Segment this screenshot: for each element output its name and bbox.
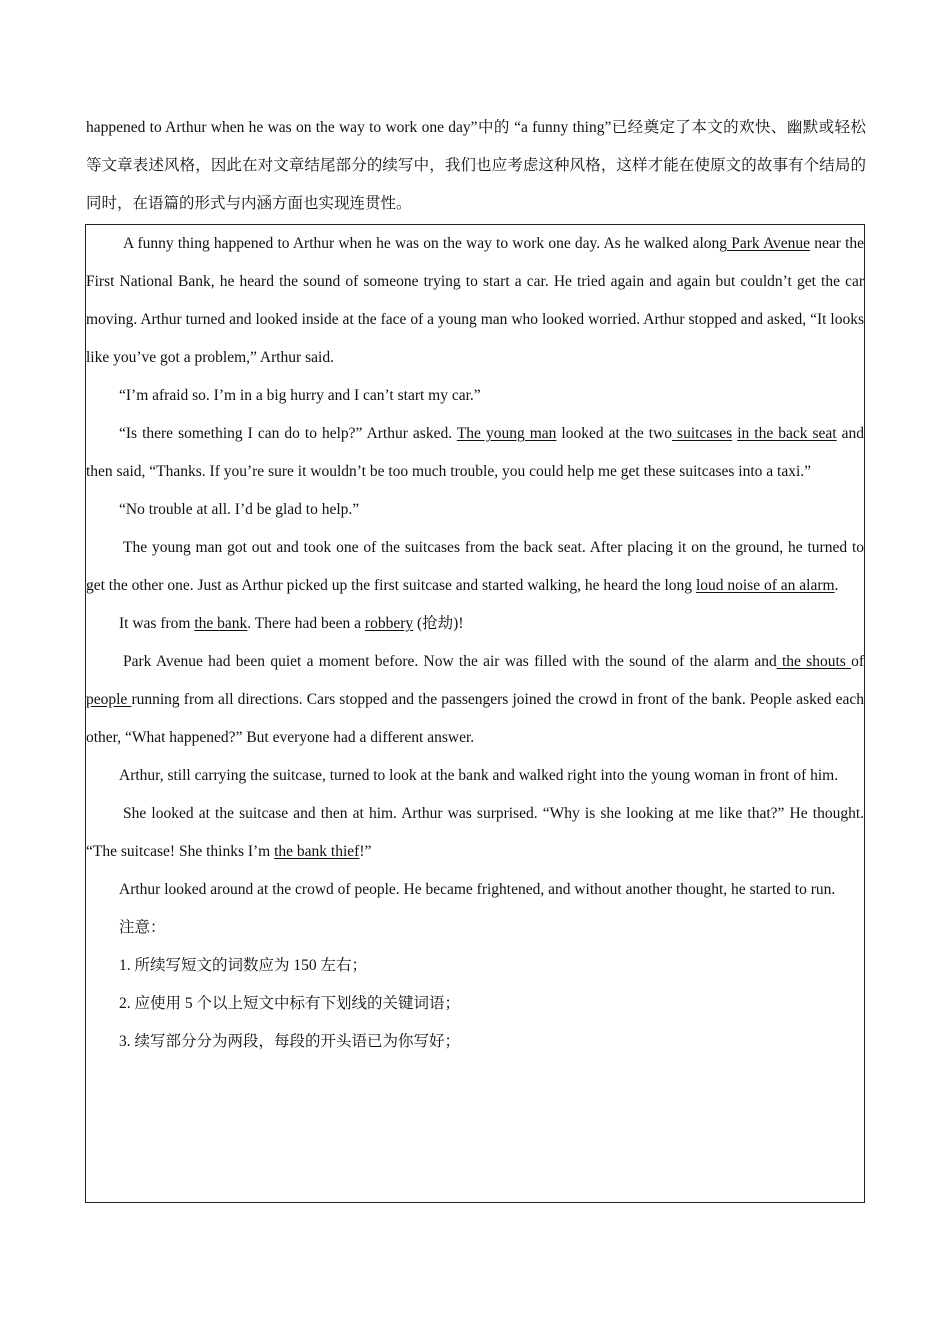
passage-paragraph-7: Park Avenue had been quiet a moment before. Now the air was filled with the sound of the alarm and the shouts of people running from all directions. Cars stopped and the passengers joined the crowd in front of the bank. People asked each other, “What happened?” But everyone had a different answer. — [86, 653, 864, 746]
keyword-underlined: robbery — [364, 615, 414, 632]
keyword-underlined: Park Avenue — [727, 235, 811, 252]
passage-box — [85, 224, 865, 1203]
keyword-underlined: in the back seat — [737, 425, 837, 442]
keyword-underlined: the bank — [194, 615, 248, 632]
passage-paragraph-1: A funny thing happened to Arthur when he was on the way to work one day. As he walked along Park Avenue near the First National Bank, he heard the sound of someone trying to start a car. He tried again and again but couldn’t get the car moving. Arthur turned and looked inside at the face of a young man who looked worried. Arthur stopped and asked, “It looks like you’ve got a problem,” Arthur said. — [86, 235, 865, 366]
keyword-underlined: the shouts — [776, 653, 852, 670]
passage-paragraph-2: “I’m afraid so. I’m in a big hurry and I can’t start my car.” — [119, 387, 481, 404]
intro-paragraph: happened to Arthur when he was on the way to work one day”中的 “a funny thing”已经奠定了本文的欢快、幽默或轻松等文章表述风格，因此在对文章结尾部分的续写中，我们也应考虑这种风格，这样才能在使原文的故事有个结局的同时，在语篇的形式与内涵方面也实现连贯性。 — [86, 119, 866, 212]
keyword-underlined: suitcases — [672, 425, 733, 442]
keyword-underlined: people — [86, 691, 132, 708]
notes-heading: 注意： — [119, 919, 166, 936]
passage-paragraph-9: She looked at the suitcase and then at him. Arthur was surprised. “Why is she looking at me like that?” He thought. “The suitcase! She thinks I’m the bank thief!” — [86, 805, 864, 860]
passage-paragraph-6: It was from the bank. There had been a robbery (抢劫)! — [119, 615, 464, 632]
passage-paragraph-3: “Is there something I can do to help?” Arthur asked. The young man looked at the two suitcases in the back seat and then said, “Thanks. If you’re sure it wouldn’t be too much trouble, you could help me get these suitcases into a taxi.” — [86, 425, 864, 480]
passage-paragraph-8: Arthur, still carrying the suitcase, turned to look at the bank and walked right into the young woman in front of him. — [119, 767, 839, 784]
keyword-underlined: The young man — [456, 425, 557, 442]
note-item: 1. 所续写短文的词数应为 150 左右； — [119, 957, 368, 974]
passage-paragraph-10: Arthur looked around at the crowd of people. He became frightened, and without another thought, he started to run. — [119, 881, 836, 898]
note-item: 2. 应使用 5 个以上短文中标有下划线的关键词语； — [119, 995, 461, 1012]
keyword-underlined: loud noise of an alarm — [695, 577, 835, 594]
passage-paragraph-5: The young man got out and took one of the suitcases from the back seat. After placing it on the ground, he turned to get the other one. Just as Arthur picked up the first suitcase and started walking, he heard the long loud noise of an alarm. — [86, 539, 864, 594]
keyword-underlined: the bank thief — [274, 843, 360, 860]
passage-paragraph-4: “No trouble at all. I’d be glad to help.” — [119, 501, 360, 518]
note-item: 3. 续写部分分为两段，每段的开头语已为你写好； — [119, 1033, 461, 1050]
